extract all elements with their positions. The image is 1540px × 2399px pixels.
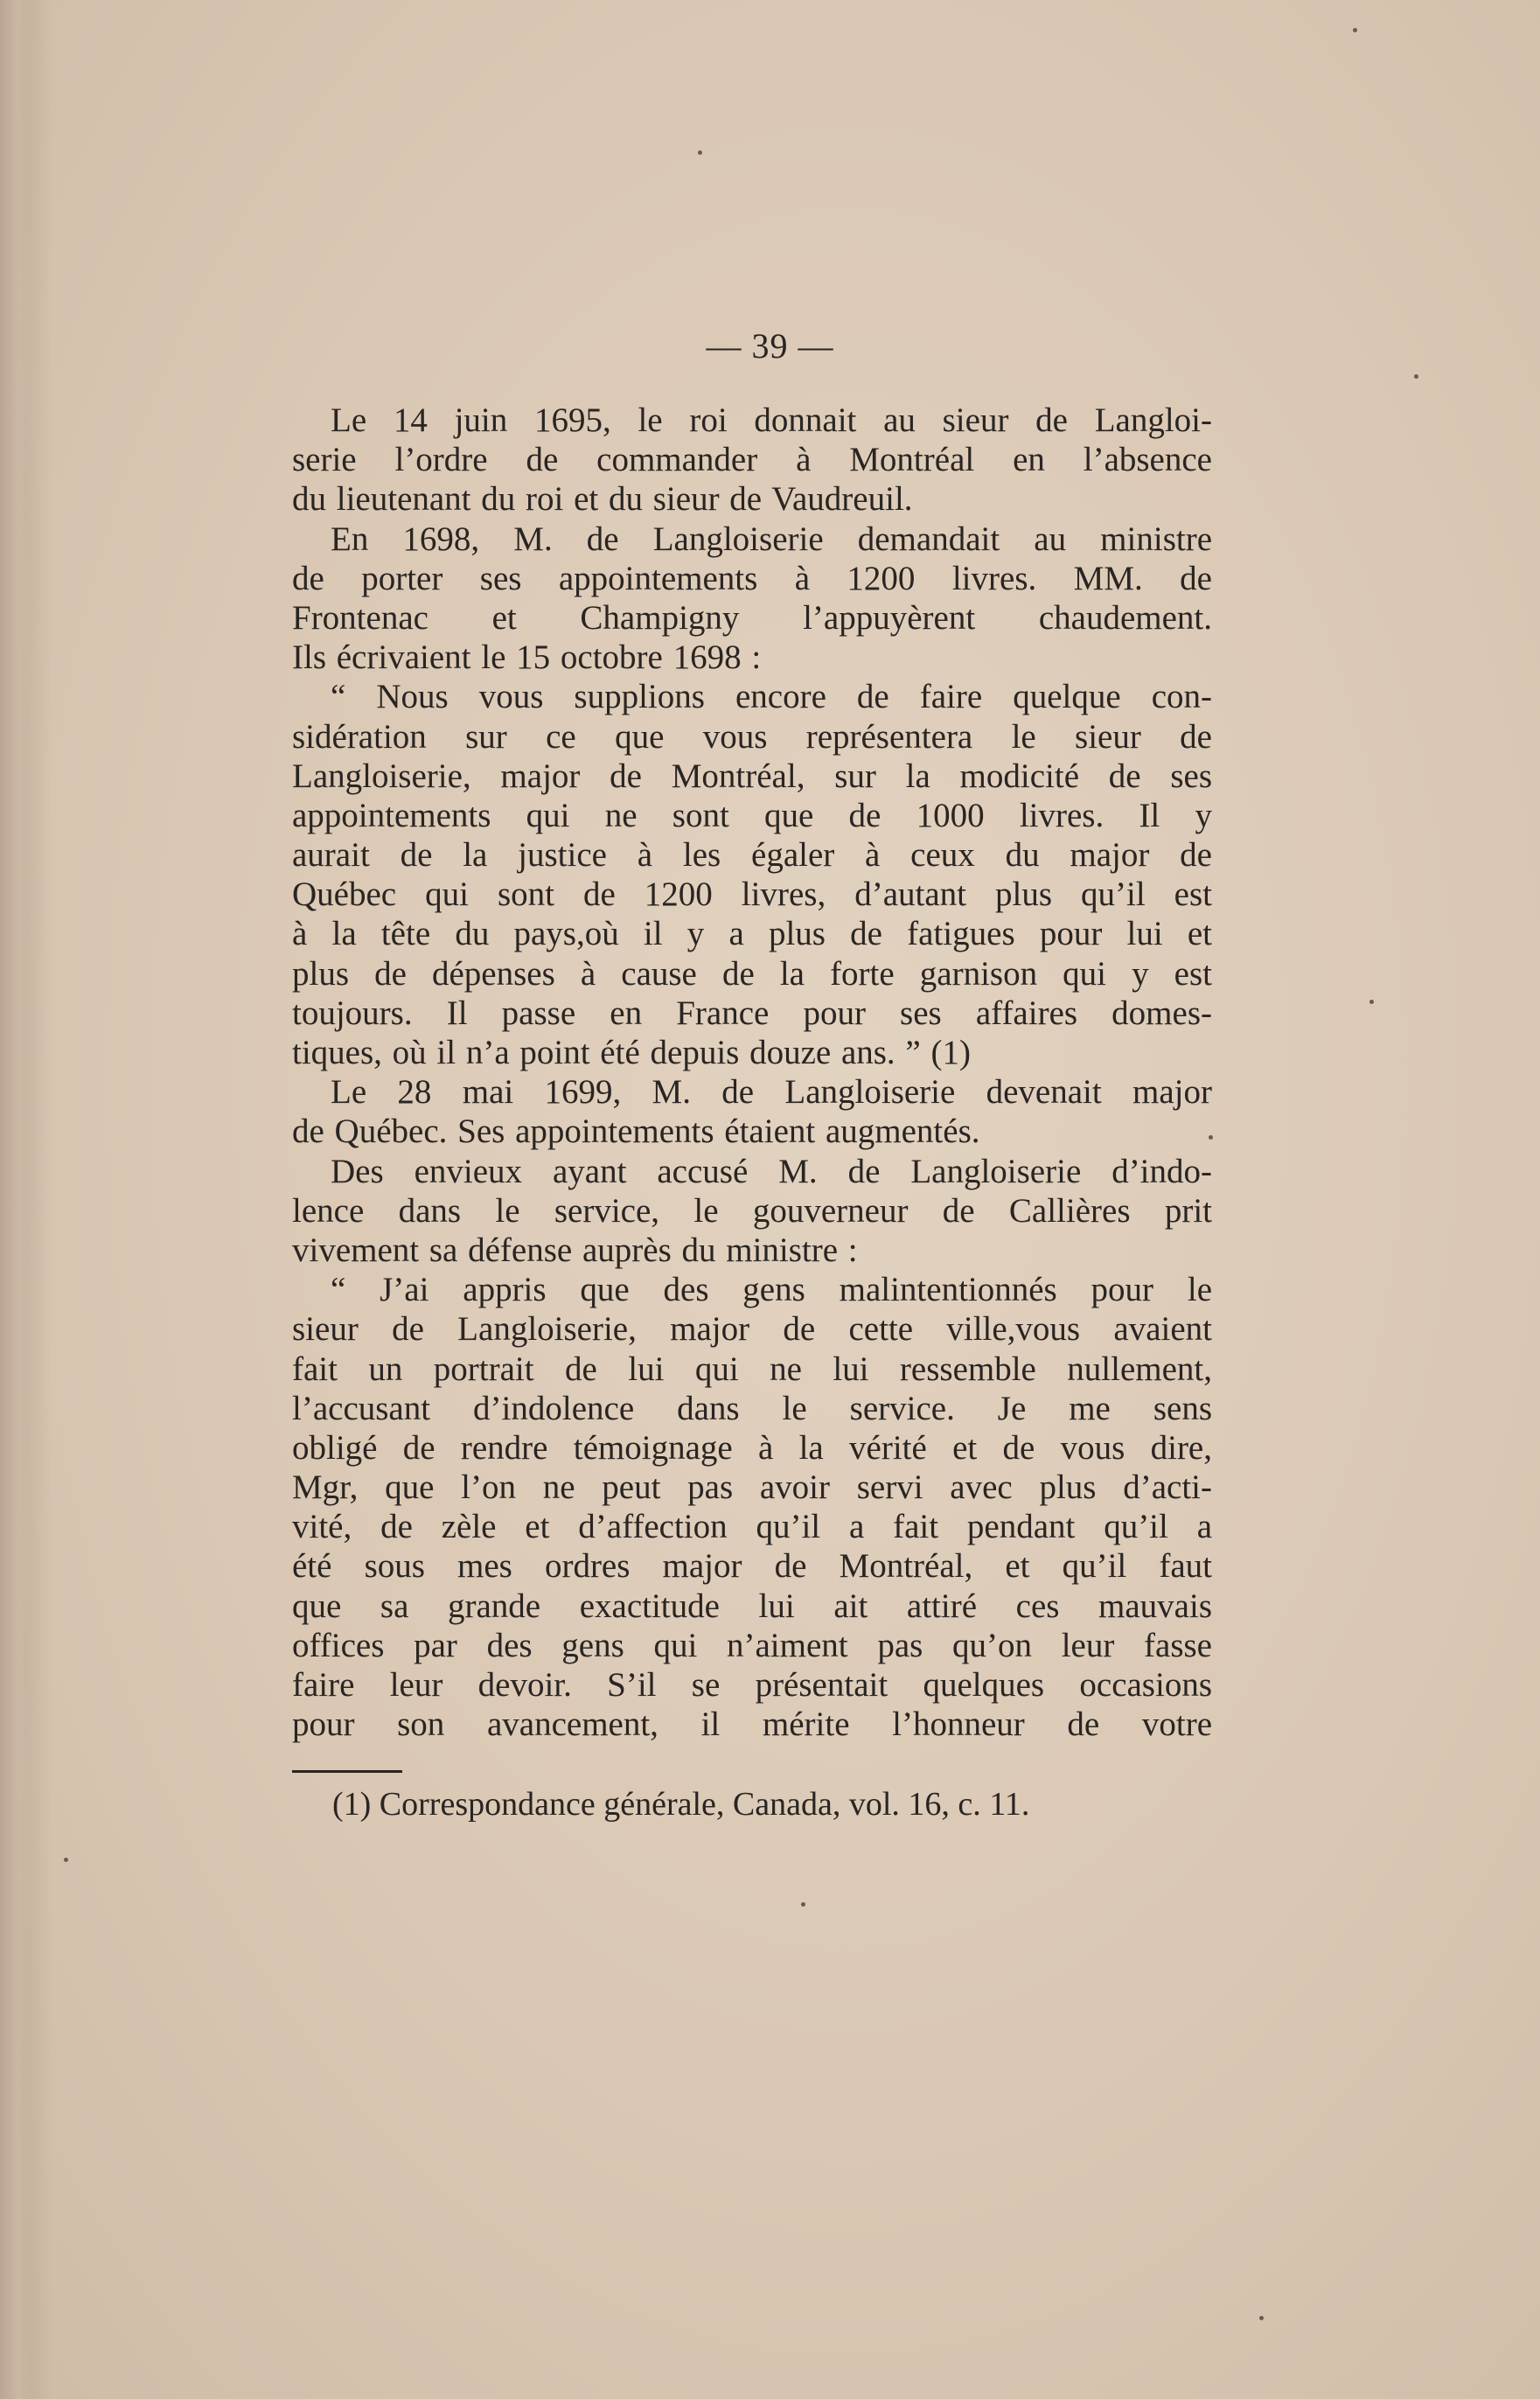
text-line: sieur de Langloiserie, major de cette ville,vous avaient bbox=[292, 1310, 1212, 1349]
text-line: à la tête du pays,où il y a plus de fatigues pour lui et bbox=[292, 915, 1212, 953]
paper-speck bbox=[801, 1902, 805, 1907]
text-line: offices par des gens qui n’aiment pas qu’on leur fasse bbox=[292, 1626, 1212, 1664]
text-line: aurait de la justice à les égaler à ceux du major de bbox=[292, 836, 1212, 875]
text-line: l’accusant d’indolence dans le service. Je me sens bbox=[292, 1389, 1212, 1427]
paper-speck bbox=[64, 1858, 68, 1862]
text-line: En 1698, M. de Langloiserie demandait au ministre bbox=[331, 520, 1212, 558]
body-text bbox=[292, 401, 1212, 1744]
text-line: “ J’ai appris que des gens malintentionnés pour le bbox=[331, 1271, 1212, 1309]
paper-speck bbox=[698, 150, 702, 155]
text-line: Ils écrivaient le 15 octobre 1698 : bbox=[292, 638, 762, 677]
paper-speck bbox=[1209, 1135, 1213, 1140]
text-line: “ Nous vous supplions encore de faire quelque con- bbox=[331, 678, 1212, 716]
text-line: sidération sur ce que vous représentera le sieur de bbox=[292, 717, 1212, 756]
footnote-rule bbox=[292, 1770, 402, 1773]
text-line: vité, de zèle et d’affection qu’il a fait pendant qu’il a bbox=[292, 1508, 1212, 1546]
text-line: de Québec. Ses appointements étaient augmentés. bbox=[292, 1112, 980, 1151]
text-line: vivement sa défense auprès du ministre : bbox=[292, 1231, 858, 1269]
text-line: Mgr, que l’on ne peut pas avoir servi avec plus d’acti- bbox=[292, 1468, 1212, 1507]
text-line: de porter ses appointements à 1200 livres. MM. de bbox=[292, 559, 1212, 597]
paper-speck bbox=[1414, 374, 1418, 379]
text-line: Québec qui sont de 1200 livres, d’autant plus qu’il est bbox=[292, 875, 1212, 914]
text-line: plus de dépenses à cause de la forte garnison qui y est bbox=[292, 954, 1212, 993]
text-line: appointements qui ne sont que de 1000 livres. Il y bbox=[292, 796, 1212, 834]
text-line: lence dans le service, le gouverneur de Callières prit bbox=[292, 1191, 1212, 1230]
text-line: toujours. Il passe en France pour ses affaires domes- bbox=[292, 994, 1212, 1032]
footnote: (1) Correspondance générale, Canada, vol. 16, c. 11. bbox=[332, 1786, 1030, 1823]
text-line: été sous mes ordres major de Montréal, et qu’il faut bbox=[292, 1547, 1212, 1586]
text-line: Frontenac et Champigny l’appuyèrent chaudement. bbox=[292, 598, 1212, 637]
text-line: tiques, où il n’a point été depuis douze ans. ” (1) bbox=[292, 1034, 971, 1071]
paper-speck bbox=[1353, 28, 1357, 32]
text-line: Des envieux ayant accusé M. de Langloiserie d’indo- bbox=[331, 1152, 1212, 1190]
text-line: pour son avancement, il mérite l’honneur de votre bbox=[292, 1705, 1212, 1744]
text-line: fait un portrait de lui qui ne lui ressemble nullement, bbox=[292, 1349, 1212, 1388]
paper-speck bbox=[1369, 1000, 1374, 1004]
text-line: Le 14 juin 1695, le roi donnait au sieur de Langloi- bbox=[331, 401, 1212, 439]
paper-speck bbox=[1259, 2316, 1264, 2320]
text-line: Le 28 mai 1699, M. de Langloiserie devenait major bbox=[331, 1073, 1212, 1112]
page-number: — 39 — bbox=[706, 326, 834, 366]
text-line: que sa grande exactitude lui ait attiré ces mauvais bbox=[292, 1587, 1212, 1625]
text-line: obligé de rendre témoignage à la vérité et de vous dire, bbox=[292, 1428, 1212, 1467]
text-line: du lieutenant du roi et du sieur de Vaudreuil. bbox=[292, 480, 913, 519]
text-line: Langloiserie, major de Montréal, sur la modicité de ses bbox=[292, 757, 1212, 795]
text-line: faire leur devoir. S’il se présentait quelques occasions bbox=[292, 1666, 1212, 1704]
text-line: serie l’ordre de commander à Montréal en l’absence bbox=[292, 441, 1212, 479]
